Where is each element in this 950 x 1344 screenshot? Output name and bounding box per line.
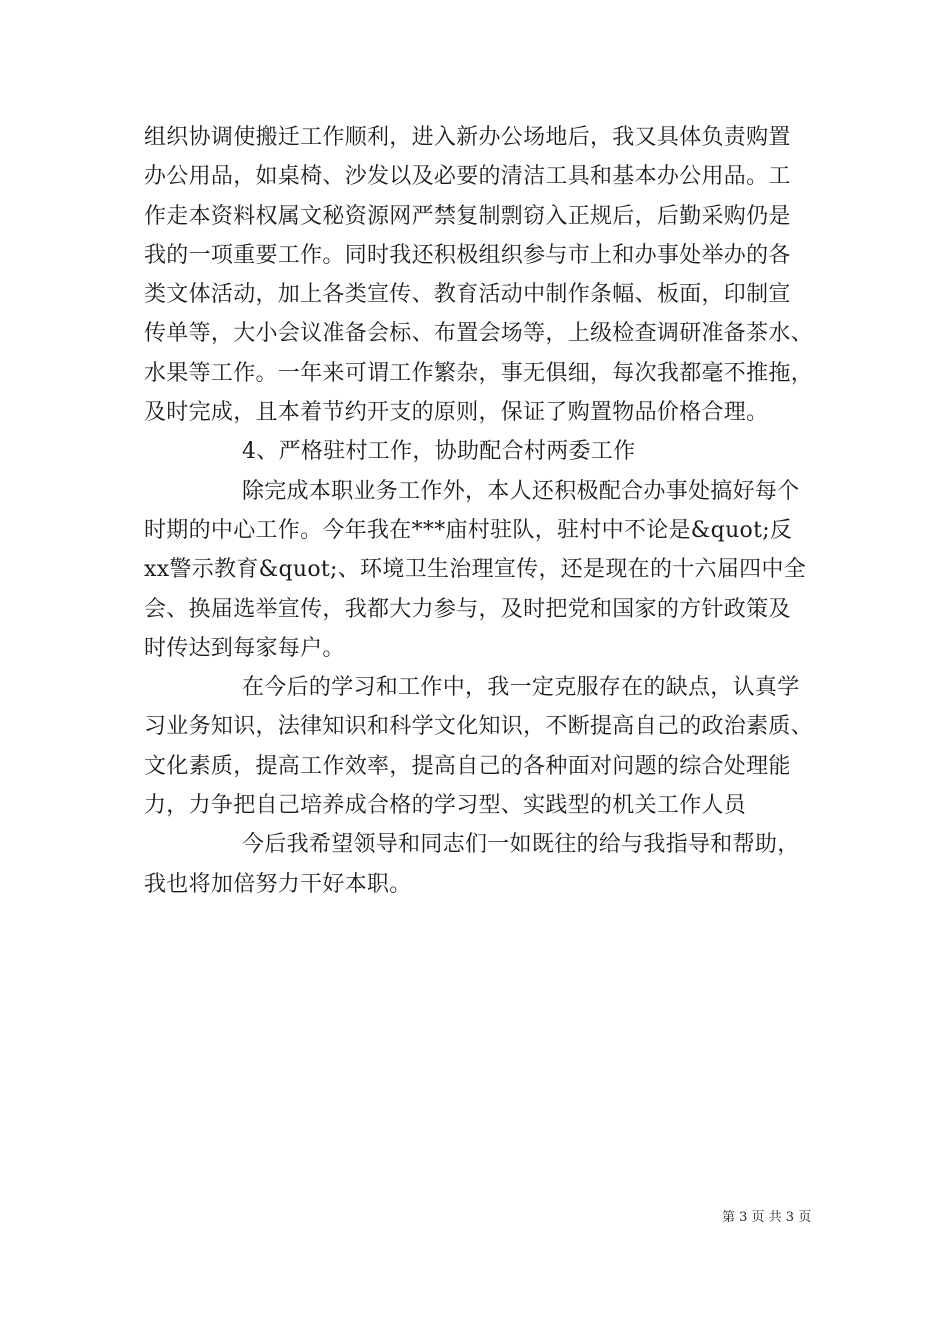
text-line: xx警示教育&quot;、环境卫生治理宣传，还是现在的十六届四中全 (144, 557, 807, 583)
text-line: 文化素质，提高工作效率，提高自己的各种面对问题的综合处理能 (144, 753, 791, 779)
text-line: 时期的中心工作。今年我在***庙村驻队，驻村中不论是&quot;反 (144, 517, 793, 543)
text-line: 力，力争把自己培养成合格的学习型、实践型的机关工作人员 (144, 793, 747, 819)
text-line: 时传达到每家每户。 (144, 635, 345, 661)
text-line: 今后我希望领导和同志们一如既往的给与我指导和帮助， (242, 832, 800, 858)
text-line: 习业务知识，法律知识和科学文化知识，不断提高自己的政治素质、 (144, 714, 814, 740)
page-number-footer: 第 3 页 共 3 页 (722, 1210, 812, 1225)
text-line: 作走本资料权属文秘资源网严禁复制剽窃入正规后，后勤采购仍是 (144, 203, 791, 229)
text-line: 办公用品，如桌椅、沙发以及必要的清洁工具和基本办公用品。工 (144, 164, 791, 190)
text-line: 会、换届选举宣传，我都大力参与，及时把党和国家的方针政策及 (144, 596, 791, 622)
text-line: 及时完成，且本着节约开支的原则，保证了购置物品价格合理。 (144, 400, 769, 426)
text-line: 水果等工作。一年来可谓工作繁杂，事无俱细，每次我都毫不推拖， (144, 360, 814, 386)
text-line: 我也将加倍努力干好本职。 (144, 871, 412, 897)
text-line: 除完成本职业务工作外，本人还积极配合办事处搞好每个 (242, 478, 800, 504)
text-line: 在今后的学习和工作中，我一定克服存在的缺点，认真学 (242, 675, 800, 701)
text-line: 4、严格驻村工作，协助配合村两委工作 (242, 439, 636, 465)
text-line: 类文体活动，加上各类宣传、教育活动中制作条幅、板面，印制宣 (144, 282, 791, 308)
text-line: 组织协调使搬迁工作顺利，进入新办公场地后，我又具体负责购置 (144, 125, 791, 150)
text-line: 传单等，大小会议准备会标、布置会场等，上级检查调研准备茶水、 (144, 321, 814, 347)
document-body (144, 118, 814, 904)
text-line: 我的一项重要工作。同时我还积极组织参与市上和办事处举办的各 (144, 242, 791, 268)
